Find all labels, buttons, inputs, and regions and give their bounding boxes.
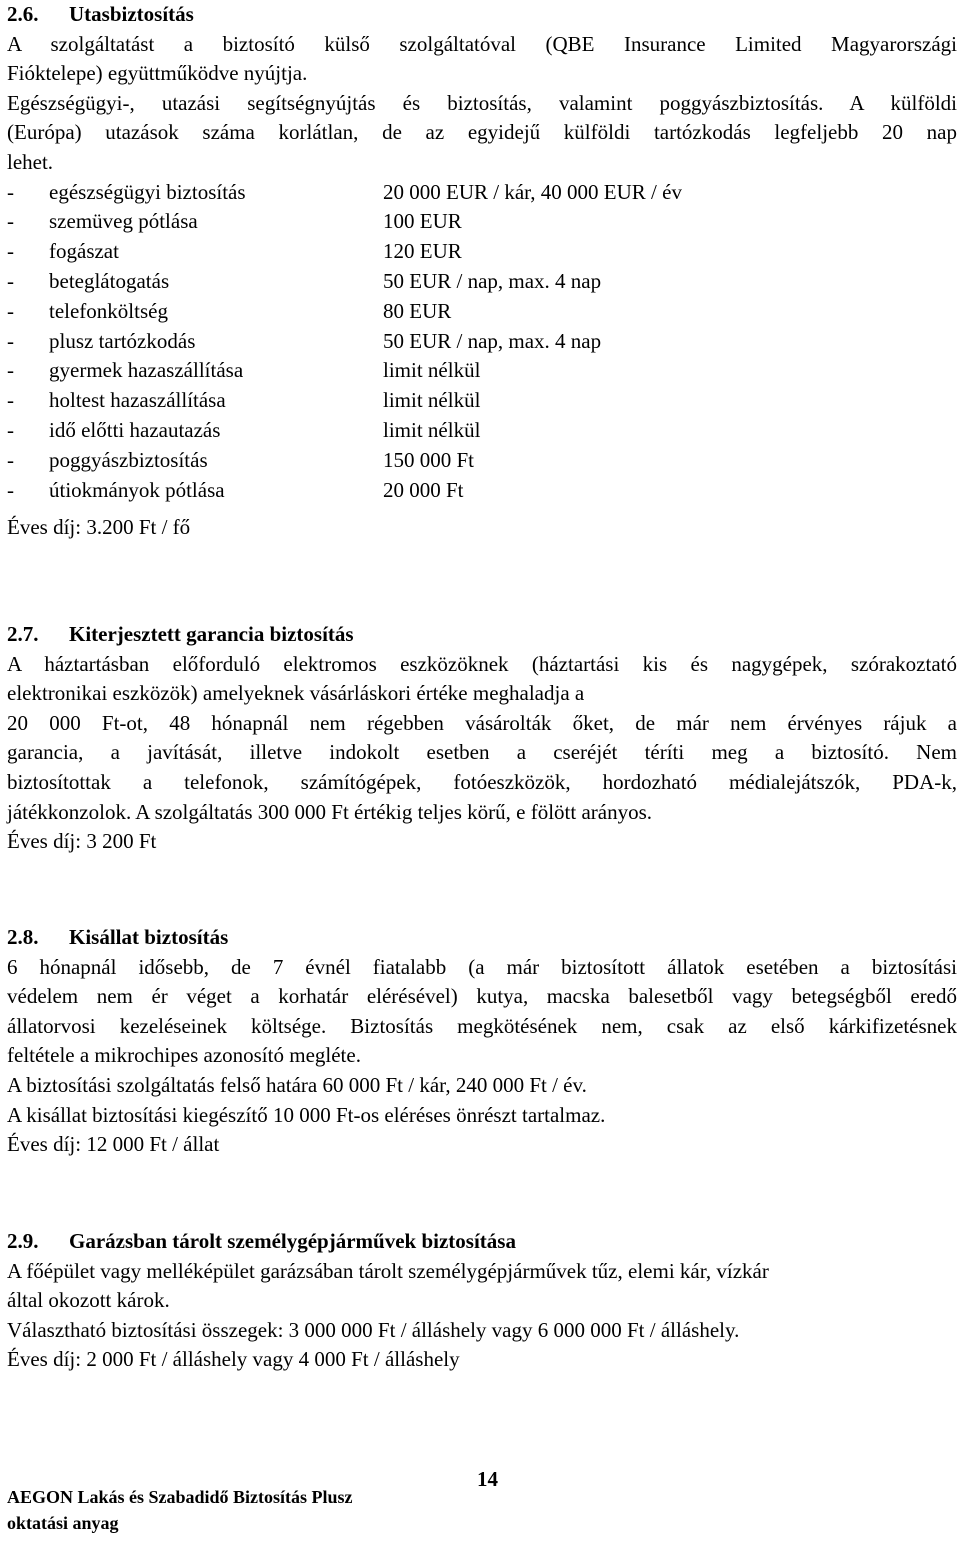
item-value: 20 000 EUR / kár, 40 000 EUR / év <box>383 179 682 204</box>
item-value: 150 000 Ft <box>383 447 475 472</box>
deductible: A kisállat biztosítási kiegészítő 10 000 Ft-os eléréses önrészt tartalmaz. <box>7 1102 606 1127</box>
item-value: 50 EUR / nap, max. 4 nap <box>383 268 602 293</box>
item-label: gyermek hazaszállítása <box>49 358 244 383</box>
list-item <box>7 416 957 446</box>
list-item <box>7 178 957 208</box>
paragraph-line: lehet. <box>7 149 54 174</box>
section-2-8 <box>7 923 957 1160</box>
section-number: 2.9. <box>7 1229 39 1253</box>
paragraph-line: állatorvosi kezeléseinek költsége. Biztosítás megkötésének nem, csak az első kárkifizetésnek <box>7 1013 957 1038</box>
list-dash: - <box>7 358 14 383</box>
item-value: limit nélkül <box>383 358 481 383</box>
annual-fee: Éves díj: 3.200 Ft / fő <box>7 515 191 540</box>
list-dash: - <box>7 209 14 234</box>
item-label: holtest hazaszállítása <box>49 388 226 413</box>
paragraph-line: (Európa) utazások száma korlátlan, de az egyidejű külföldi tartózkodás legfeljebb 20 nap <box>7 120 957 145</box>
paragraph-line: 6 hónapnál idősebb, de 7 évnél fiatalabb (a már biztosított állatok esetében a biztosítási <box>7 954 957 979</box>
paragraph-line: elektronikai eszközök) amelyeknek vásárláskori értéke meghaladja a <box>7 681 585 706</box>
item-value: 80 EUR <box>383 298 452 323</box>
paragraph-line: Egészségügyi-, utazási segítségnyújtás és biztosítás, valamint poggyászbiztosítás. A külföldi <box>7 90 957 115</box>
list-item <box>7 327 957 357</box>
item-label: szemüveg pótlása <box>49 209 198 234</box>
page-number: 14 <box>477 1467 498 1491</box>
paragraph-line: biztosítottak a telefonok, számítógépek, fotóeszközök, hordozható médialejátszók, PDA-k, <box>7 769 957 794</box>
section-heading <box>7 620 957 650</box>
section-title: Garázsban tárolt személygépjárművek biztosítása <box>69 1229 516 1253</box>
list-dash: - <box>7 298 14 323</box>
section-title: Utasbiztosítás <box>69 2 194 26</box>
paragraph-line: játékkonzolok. A szolgáltatás 300 000 Ft értékig teljes körű, e fölött arányos. <box>7 799 653 824</box>
footer-text <box>7 1484 353 1536</box>
list-dash: - <box>7 447 14 472</box>
item-label: fogászat <box>49 239 119 264</box>
list-dash: - <box>7 328 14 353</box>
paragraph-line: garancia, a javítását, illetve indokolt esetben a cseréjét téríti meg a biztosító. Nem <box>7 740 957 765</box>
item-label: egészségügyi biztosítás <box>49 179 246 204</box>
annual-fee: Éves díj: 2 000 Ft / álláshely vagy 4 000 Ft / álláshely <box>7 1347 460 1372</box>
section-2-9 <box>7 1227 957 1375</box>
list-dash: - <box>7 477 14 502</box>
list-item <box>7 446 957 476</box>
paragraph-line: által okozott károk. <box>7 1288 170 1313</box>
section-heading <box>7 923 957 953</box>
coverage-list <box>7 178 957 506</box>
item-label: beteglátogatás <box>49 268 170 293</box>
section-heading <box>7 1227 957 1257</box>
item-label: telefonköltség <box>49 298 168 323</box>
list-item <box>7 476 957 506</box>
list-dash: - <box>7 179 14 204</box>
item-label: útiokmányok pótlása <box>49 477 225 502</box>
coverage-limit: A biztosítási szolgáltatás felső határa 60 000 Ft / kár, 240 000 Ft / év. <box>7 1072 587 1097</box>
footer-line: AEGON Lakás és Szabadidő Biztosítás Plusz <box>7 1487 353 1507</box>
list-item <box>7 297 957 327</box>
list-dash: - <box>7 268 14 293</box>
insured-amounts: Választható biztosítási összegek: 3 000 000 Ft / álláshely vagy 6 000 000 Ft / álláshely. <box>7 1317 740 1342</box>
list-item <box>7 267 957 297</box>
list-item <box>7 207 957 237</box>
item-value: 20 000 Ft <box>383 477 464 502</box>
paragraph-line: feltétele a mikrochipes azonosító megléte. <box>7 1043 361 1068</box>
annual-fee: Éves díj: 3 200 Ft <box>7 829 157 854</box>
annual-fee: Éves díj: 12 000 Ft / állat <box>7 1132 220 1157</box>
paragraph-line: A szolgáltatást a biztosító külső szolgáltatóval (QBE Insurance Limited Magyarországi <box>7 31 957 56</box>
list-item <box>7 386 957 416</box>
item-value: limit nélkül <box>383 388 481 413</box>
list-item <box>7 356 957 386</box>
paragraph-line: A főépület vagy melléképület garázsában tárolt személygépjárművek tűz, elemi kár, vízkár <box>7 1258 769 1283</box>
item-label: idő előtti hazautazás <box>49 417 221 442</box>
section-number: 2.8. <box>7 925 39 949</box>
section-title: Kiterjesztett garancia biztosítás <box>69 622 354 646</box>
footer-line: oktatási anyag <box>7 1513 119 1533</box>
list-dash: - <box>7 388 14 413</box>
section-title: Kisállat biztosítás <box>69 925 229 949</box>
list-dash: - <box>7 239 14 264</box>
item-value: 50 EUR / nap, max. 4 nap <box>383 328 602 353</box>
section-2-6 <box>7 0 957 543</box>
section-heading <box>7 0 957 30</box>
paragraph-line: 20 000 Ft-ot, 48 hónapnál nem régebben vásárolták őket, de már nem érvényes rájuk a <box>7 710 957 735</box>
paragraph-line: A háztartásban előforduló elektromos eszközöknek (háztartási kis és nagygépek, szórakoztató <box>7 651 957 676</box>
list-item <box>7 237 957 267</box>
item-value: 120 EUR <box>383 239 462 264</box>
list-dash: - <box>7 417 14 442</box>
section-number: 2.6. <box>7 2 39 26</box>
item-value: limit nélkül <box>383 417 481 442</box>
section-number: 2.7. <box>7 622 39 646</box>
paragraph-line: védelem nem ér véget a korhatár elérésével) kutya, macska balesetből vagy betegségből eredő <box>7 984 957 1009</box>
paragraph-line: Fióktelepe) együttműködve nyújtja. <box>7 61 308 86</box>
item-label: poggyászbiztosítás <box>49 447 208 472</box>
item-label: plusz tartózkodás <box>49 328 196 353</box>
item-value: 100 EUR <box>383 209 462 234</box>
section-2-7 <box>7 620 957 857</box>
